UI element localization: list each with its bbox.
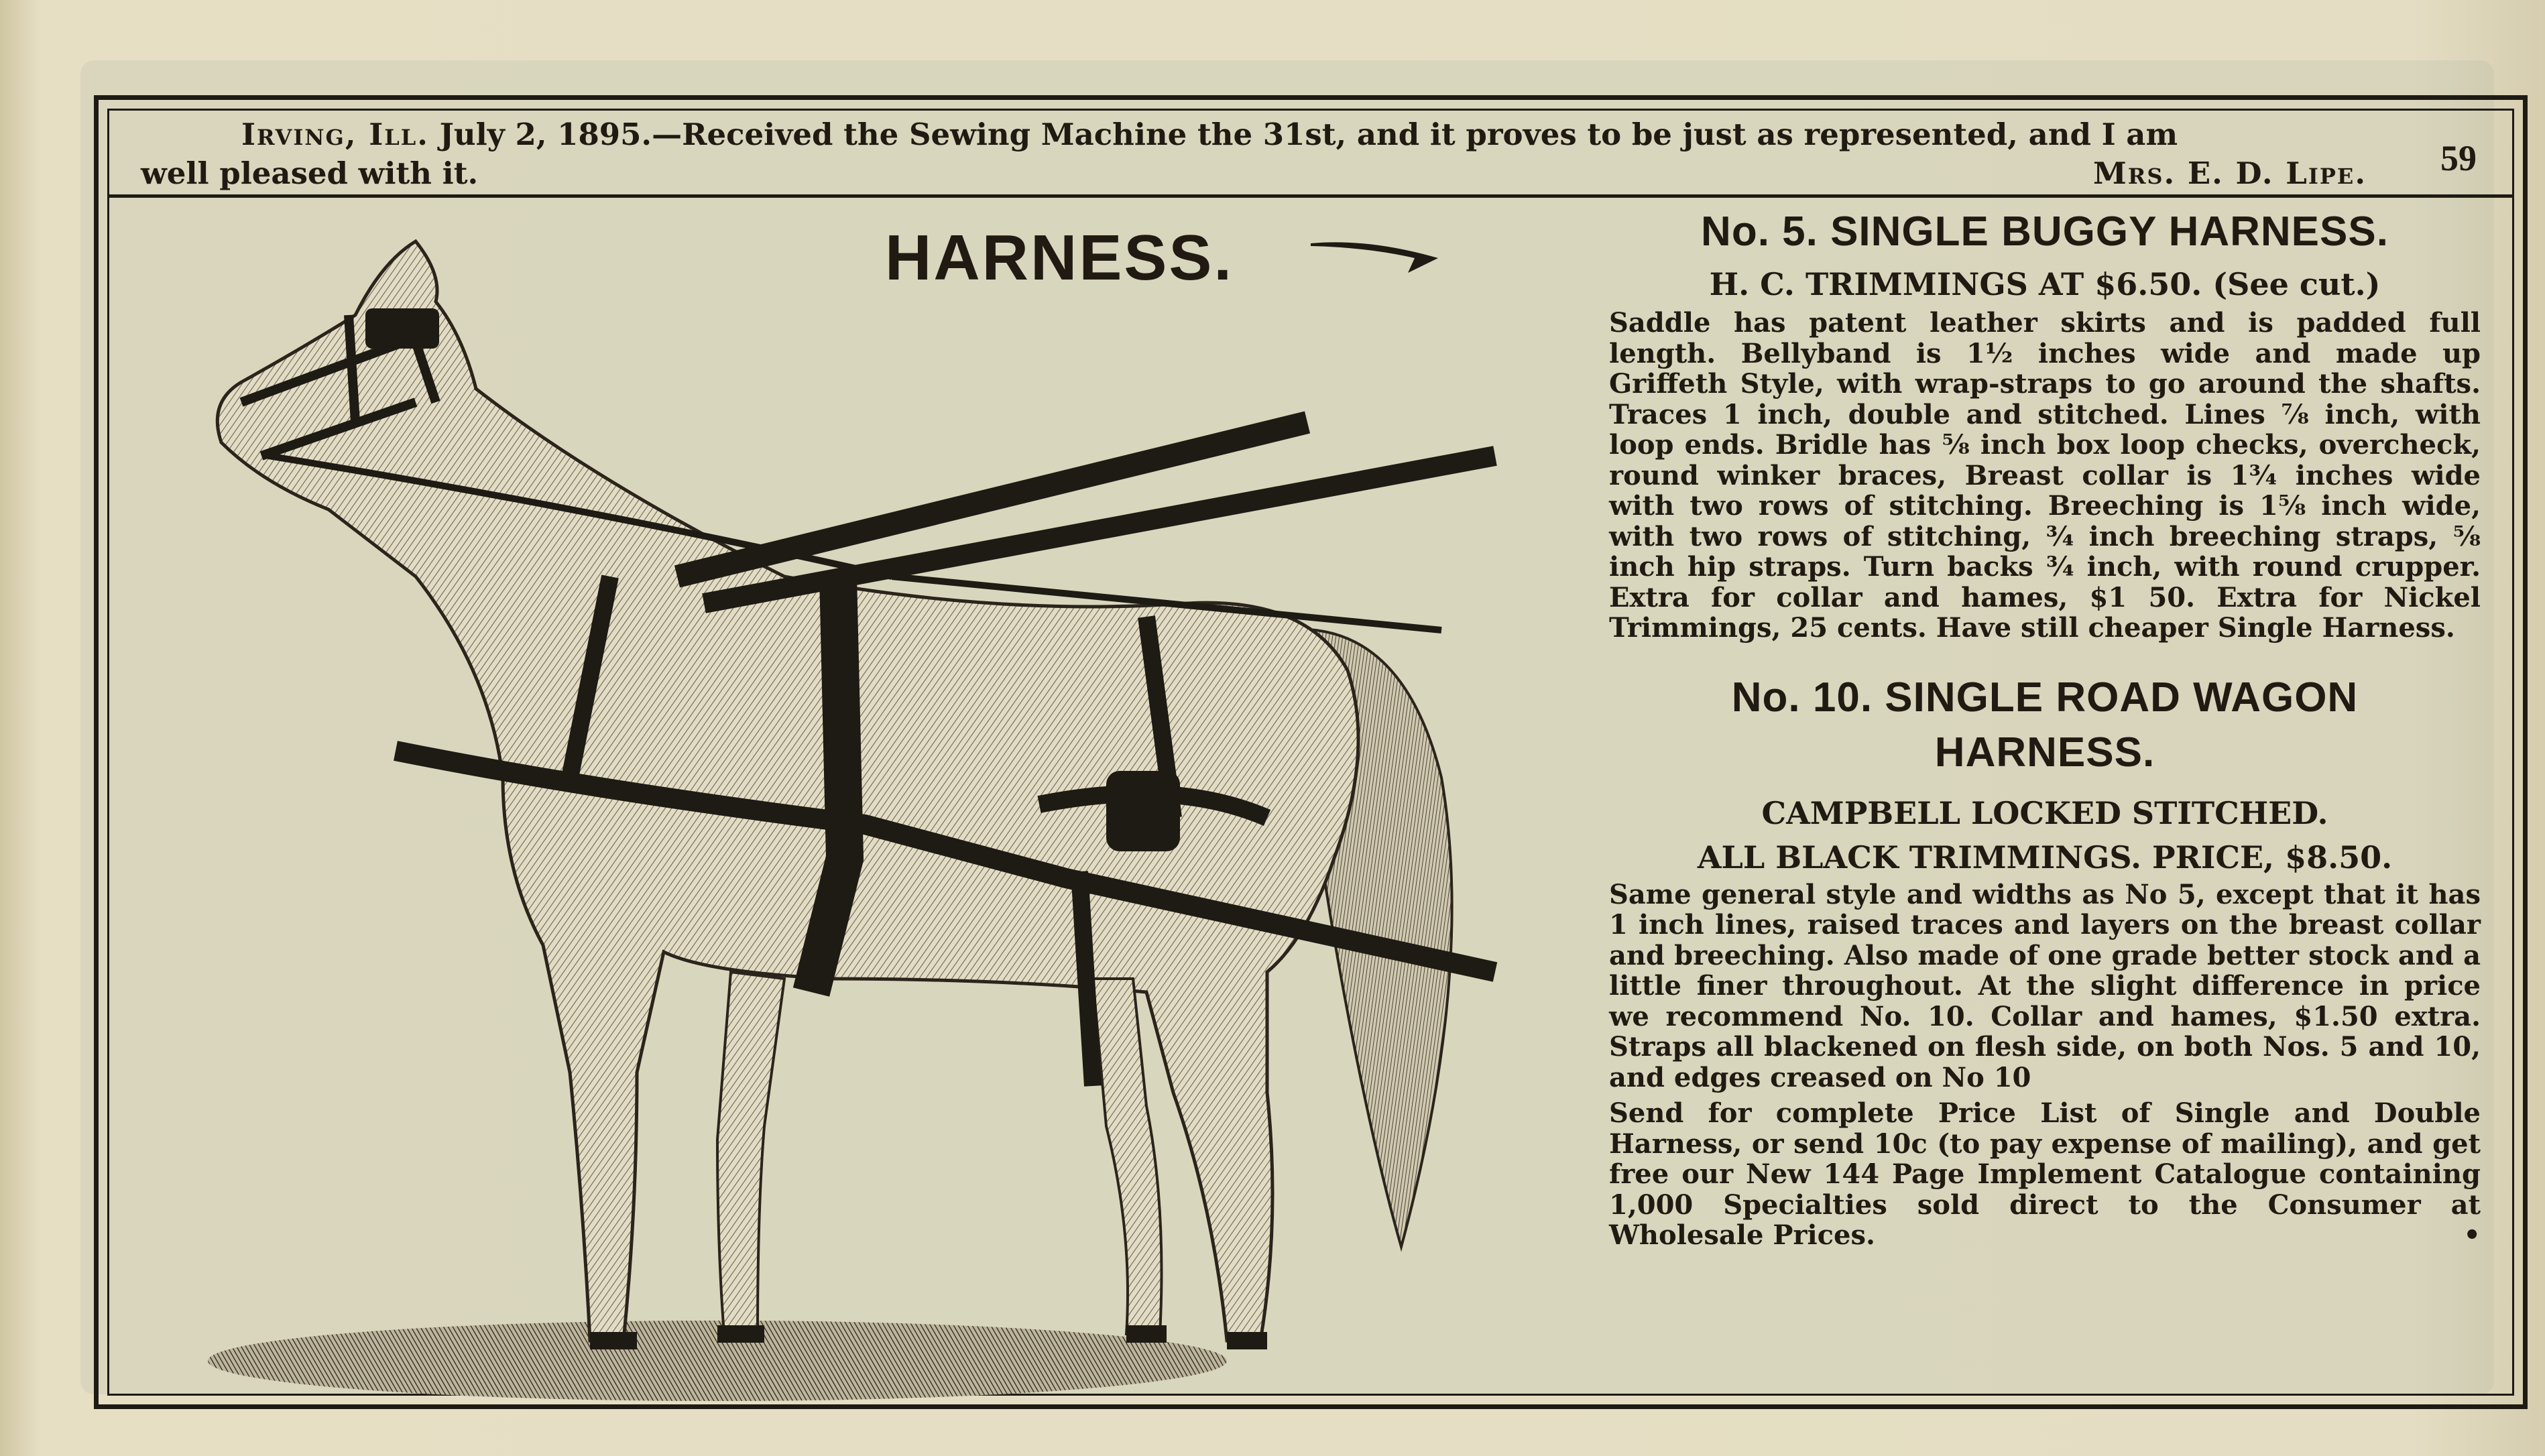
page-number: 59 xyxy=(2440,138,2477,178)
product-10-description: Same general style and widths as No 5, except that it has 1 inch lines, raised traces and layers on the breast collar and breeching. Also made of one grade better stock and a little finer throughout. At the slight difference in price we recommend No. 10. Collar and hames, $1.50 extra. Straps all blackened on flesh side, on both Nos. 5 and 10, and edges creased on No 10 xyxy=(1609,878,2481,1093)
harness-heading: HARNESS. xyxy=(885,222,1234,294)
product-5-description: Saddle has patent leather skirts and is padded full length. Bellyband is 1½ inches wide and made up Griffeth Style, with wrap-straps to go around the shafts. Traces 1 inch, double and stitched. Lines ⅞ inch, with loop ends. Bridle has ⅝ inch box loop checks, overcheck, round winker braces, Breast collar is 1¾ inches wide with two rows of stitching. Breeching is 1⅝ inch wide, with two rows of stitching, ¾ inch breeching straps, ⅝ inch hip straps. Turn backs ¾ inch, with round crupper. Extra for collar and hames, $1 50. Extra for Nickel Trimmings, 25 cents. Have still cheaper Single Harness. xyxy=(1609,307,2481,644)
closing-paragraph xyxy=(1609,1098,2481,1251)
breeching-pad xyxy=(1106,771,1180,851)
testimonial-author: Mrs. E. D. Lipe. xyxy=(2093,156,2367,191)
header-rule xyxy=(107,194,2514,198)
product-10-subtitle-line-2: ALL BLACK TRIMMINGS. PRICE, $8.50. xyxy=(1697,839,2393,875)
horse-far-hindleg xyxy=(1093,979,1162,1334)
end-mark: • xyxy=(2463,1219,2481,1251)
testimonial-line-2 xyxy=(141,154,2367,193)
testimonial-text-2: well pleased with it. xyxy=(141,156,479,191)
product-5-subtitle: H. C. TRIMMINGS AT $6.50. (See cut.) xyxy=(1709,266,2381,302)
closing-text: Send for complete Price List of Single and Double Harness, or send 10c (to pay expense of mailing), and get free our New 144 Page Implement Catalogue containing 1,000 Specialties sold direct to the Consumer at Wholesale Prices. xyxy=(1609,1097,2481,1251)
testimonial-line-1 xyxy=(141,115,2367,154)
horse-harness-illustration xyxy=(127,201,1602,1408)
testimonial-text-1: .—Received the Sewing Machine the 31st, and it proves to be just as represented, and I am xyxy=(641,117,2178,152)
testimonial xyxy=(141,115,2367,193)
winker xyxy=(365,308,439,349)
product-10-title-line-1: No. 10. SINGLE ROAD WAGON xyxy=(1731,674,2359,721)
testimonial-place: Irving, Ill. xyxy=(241,117,429,152)
product-5-title: No. 5. SINGLE BUGGY HARNESS. xyxy=(1701,208,2389,255)
product-10-title-line-2: HARNESS. xyxy=(1934,729,2155,776)
horse-far-foreleg xyxy=(717,972,784,1334)
product-10-subtitle-line-1: CAMPBELL LOCKED STITCHED. xyxy=(1761,794,2328,831)
product-descriptions xyxy=(1609,204,2481,1251)
testimonial-date: July 2, 1895 xyxy=(439,117,642,152)
